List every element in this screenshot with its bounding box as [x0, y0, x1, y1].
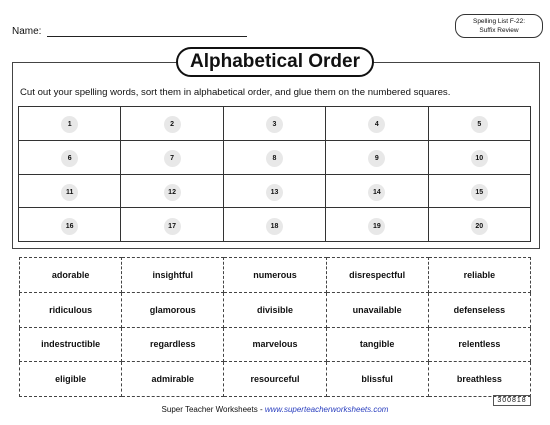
- name-field-row: [12, 26, 247, 37]
- word-card[interactable]: breathless: [428, 362, 530, 397]
- square-number: 3: [266, 116, 283, 133]
- grid-row: [19, 107, 531, 141]
- grid-row: [19, 208, 531, 242]
- word-card[interactable]: unavailable: [326, 292, 428, 327]
- square-number: 20: [471, 218, 488, 235]
- word-card[interactable]: glamorous: [122, 292, 224, 327]
- numbered-squares-grid: [18, 106, 531, 242]
- footer: [0, 405, 550, 414]
- square-number: 12: [164, 184, 181, 201]
- grid-square[interactable]: [326, 208, 428, 242]
- footer-link[interactable]: www.superteacherworksheets.com: [264, 405, 389, 414]
- square-number: 13: [266, 184, 283, 201]
- square-number: 9: [368, 150, 385, 167]
- list-badge: [455, 14, 543, 38]
- square-number: 19: [368, 218, 385, 235]
- grid-square[interactable]: [326, 174, 428, 208]
- grid-square[interactable]: [19, 140, 121, 174]
- grid-square[interactable]: [223, 174, 325, 208]
- word-card[interactable]: eligible: [20, 362, 122, 397]
- word-card[interactable]: relentless: [428, 327, 530, 362]
- word-card[interactable]: reliable: [428, 258, 530, 293]
- grid-square[interactable]: [223, 140, 325, 174]
- grid-square[interactable]: [428, 140, 530, 174]
- square-number: 16: [61, 218, 78, 235]
- square-number: 6: [61, 150, 78, 167]
- word-card[interactable]: insightful: [122, 258, 224, 293]
- grid-square[interactable]: [121, 174, 223, 208]
- word-card[interactable]: indestructible: [20, 327, 122, 362]
- footer-text: Super Teacher Worksheets -: [161, 405, 265, 414]
- word-card[interactable]: adorable: [20, 258, 122, 293]
- word-card[interactable]: blissful: [326, 362, 428, 397]
- grid-square[interactable]: [19, 208, 121, 242]
- grid-square[interactable]: [121, 107, 223, 141]
- word-row: [20, 258, 531, 293]
- instructions-text: Cut out your spelling words, sort them in alphabetical order, and glue them on the numbered squares.: [20, 87, 451, 98]
- grid-row: [19, 174, 531, 208]
- square-number: 15: [471, 184, 488, 201]
- word-row: [20, 362, 531, 397]
- square-number: 18: [266, 218, 283, 235]
- word-card[interactable]: marvelous: [224, 327, 326, 362]
- grid-square[interactable]: [326, 107, 428, 141]
- square-number: 1: [61, 116, 78, 133]
- badge-line-1: Spelling List F-22:: [472, 18, 526, 25]
- word-cards-grid: [19, 257, 531, 397]
- grid-row: [19, 140, 531, 174]
- word-card[interactable]: numerous: [224, 258, 326, 293]
- word-card[interactable]: admirable: [122, 362, 224, 397]
- grid-square[interactable]: [428, 107, 530, 141]
- square-number: 4: [368, 116, 385, 133]
- grid-square[interactable]: [121, 140, 223, 174]
- square-number: 5: [471, 116, 488, 133]
- word-card[interactable]: divisible: [224, 292, 326, 327]
- word-card[interactable]: ridiculous: [20, 292, 122, 327]
- worksheet-code: 300818: [493, 395, 531, 406]
- grid-square[interactable]: [428, 208, 530, 242]
- square-number: 8: [266, 150, 283, 167]
- grid-square[interactable]: [19, 174, 121, 208]
- grid-square[interactable]: [223, 208, 325, 242]
- grid-square[interactable]: [428, 174, 530, 208]
- word-card[interactable]: defenseless: [428, 292, 530, 327]
- page-title: Alphabetical Order: [176, 47, 374, 77]
- square-number: 7: [164, 150, 181, 167]
- word-card[interactable]: disrespectful: [326, 258, 428, 293]
- grid-square[interactable]: [223, 107, 325, 141]
- word-card[interactable]: resourceful: [224, 362, 326, 397]
- square-number: 17: [164, 218, 181, 235]
- grid-square[interactable]: [326, 140, 428, 174]
- word-row: [20, 292, 531, 327]
- square-number: 10: [471, 150, 488, 167]
- grid-square[interactable]: [121, 208, 223, 242]
- square-number: 2: [164, 116, 181, 133]
- square-number: 11: [61, 184, 78, 201]
- name-input-line[interactable]: [47, 27, 247, 37]
- word-card[interactable]: tangible: [326, 327, 428, 362]
- name-label: Name:: [12, 26, 42, 37]
- word-row: [20, 327, 531, 362]
- badge-line-2: Suffix Review: [479, 27, 519, 34]
- word-card[interactable]: regardless: [122, 327, 224, 362]
- grid-square[interactable]: [19, 107, 121, 141]
- square-number: 14: [368, 184, 385, 201]
